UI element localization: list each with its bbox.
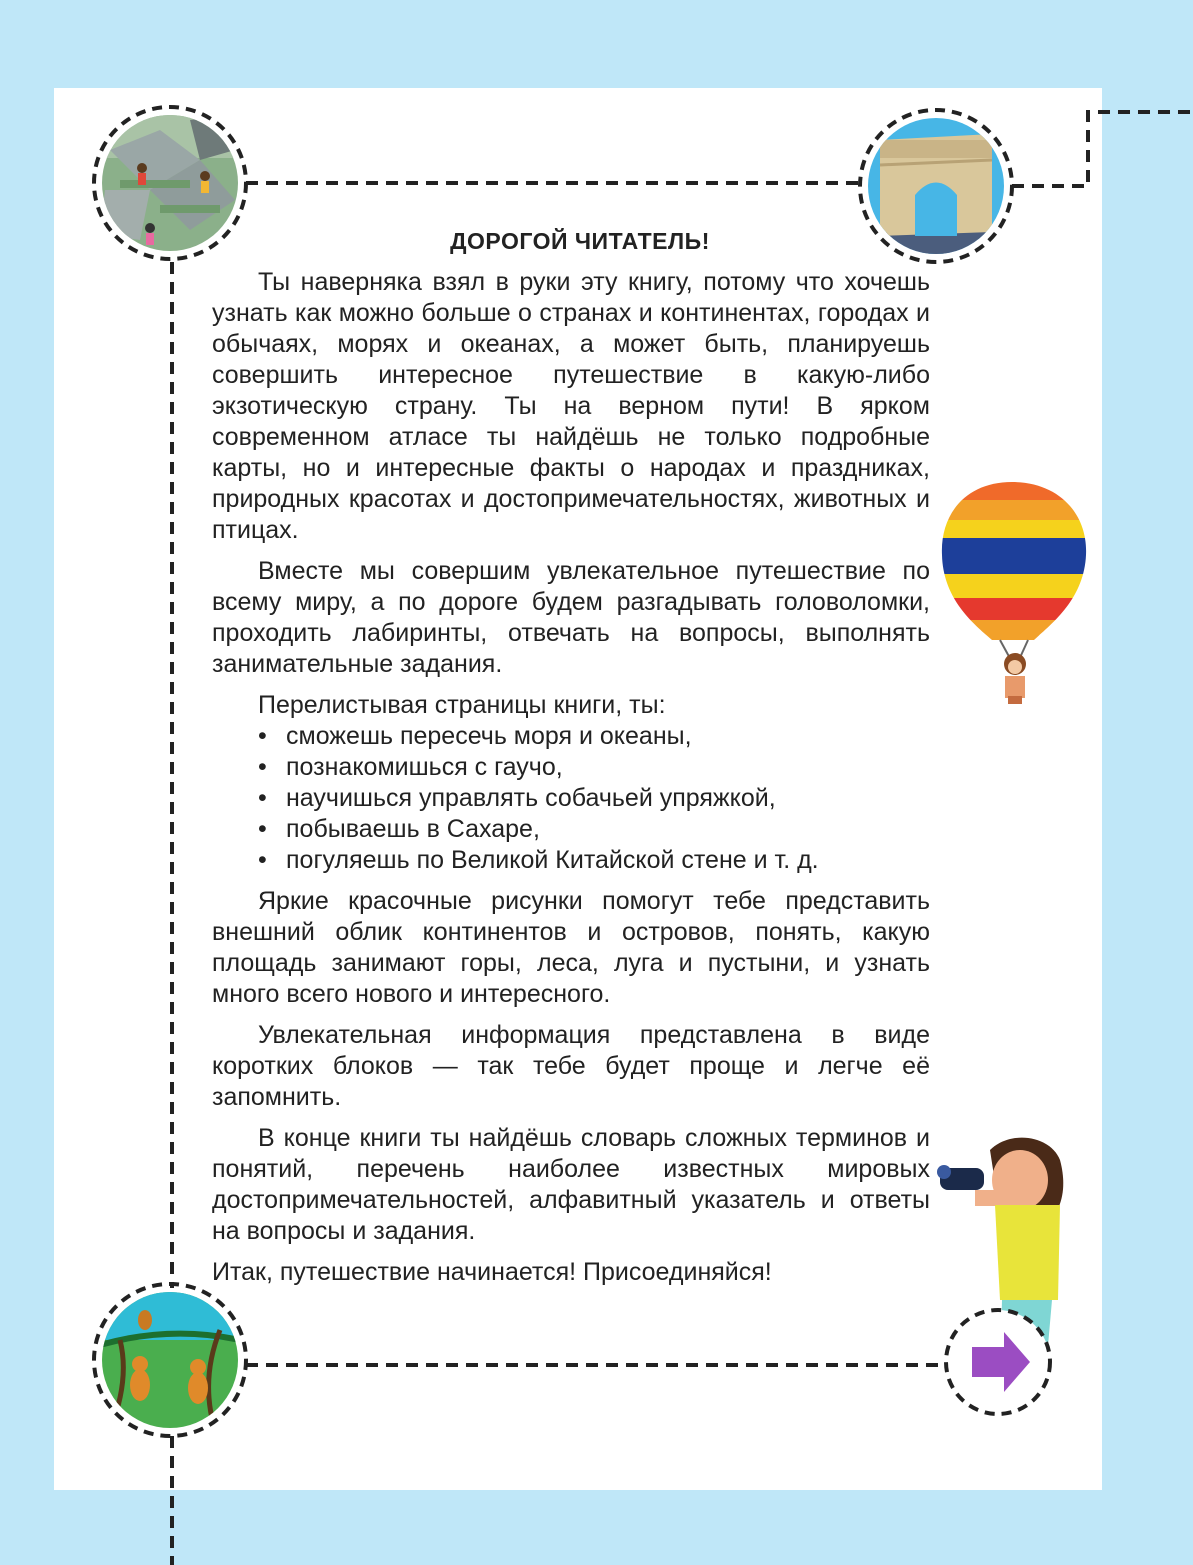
list-item: • научишься управлять собачьей упряжкой, (258, 784, 776, 812)
bullet-icon: • (258, 722, 267, 750)
paragraph: Увлекательная информация представлена в виде коротких блоков — так тебе будет проще и легче её запомнить. (212, 1021, 930, 1111)
list-item: • сможешь пересечь моря и океаны, (258, 722, 692, 750)
paragraph: Яркие красочные рисунки помогут тебе представить внешний облик континентов и островов, понять, какую площадь занимают горы, леса, луга и пустыни, и узнать много всего нового и интересного. (212, 887, 930, 1008)
list-intro: Перелистывая страницы книги, ты: (258, 691, 666, 719)
paragraph: Вместе мы совершим увлекательное путешествие по всему миру, а по дороге будем разгадывать головоломки, проходить лабиринты, отвечать на вопросы, выполнять занимательные задания. (212, 557, 930, 678)
bullet-icon: • (258, 846, 267, 874)
list-item: • познакомишься с гаучо, (258, 753, 563, 781)
bullet-icon: • (258, 784, 267, 812)
monkeys-jungle-icon (94, 1284, 246, 1436)
feature-list (212, 721, 930, 876)
list-item: • побываешь в Сахаре, (258, 815, 540, 843)
list-item: • погуляешь по Великой Китайской стене и т. д. (258, 846, 819, 874)
next-arrow-button[interactable] (946, 1310, 1050, 1414)
paragraph: В конце книги ты найдёшь словарь сложных терминов и понятий, перечень наиболее известных мировых достопримечательностей, алфавитный указатель и ответы на вопросы и задания. (212, 1124, 930, 1245)
closing-line: Итак, путешествие начинается! Присоединяйся! (212, 1258, 772, 1286)
page-title: ДОРОГОЙ ЧИТАТЕЛЬ! (450, 228, 710, 254)
bullet-icon: • (258, 815, 267, 843)
bullet-icon: • (258, 753, 267, 781)
paragraph: Ты наверняка взял в руки эту книгу, потому что хочешь узнать как можно больше о странах и континентах, городах и обычаях, морях и океанах, а может быть, планируешь совершить интересное путешествие в какую-либо экзотическую страну. Ты на верном пути! В ярком современном атласе ты найдёшь не только подробные карты, но и интересные факты о народах и праздниках, природных красотах и достопримечательностях, животных и птицах. (212, 268, 930, 544)
letter-content (212, 228, 930, 1298)
